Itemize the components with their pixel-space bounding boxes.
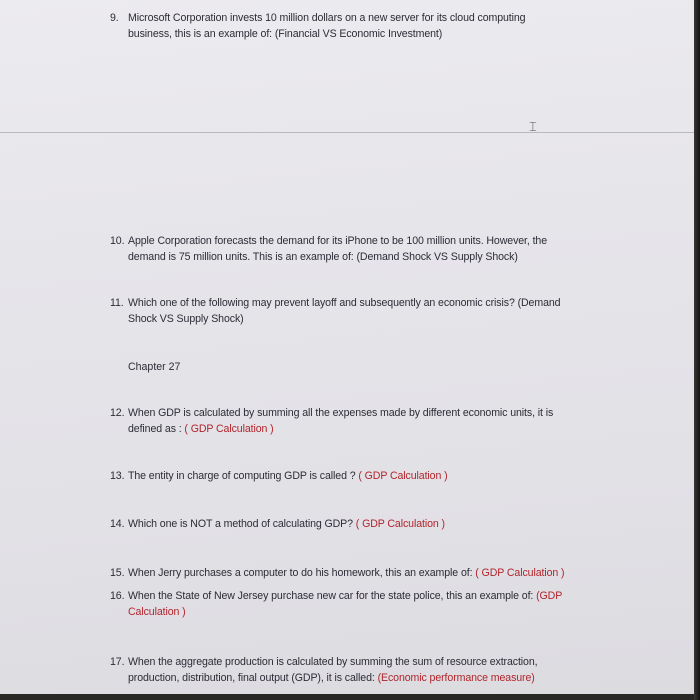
page-bottom-shadow — [0, 694, 694, 700]
question-text: When Jerry purchases a computer to do his homework, this an example of: — [128, 567, 476, 579]
question-10 — [110, 233, 580, 265]
text-cursor-icon: ⌶ — [529, 120, 537, 135]
question-17 — [110, 654, 580, 686]
page-divider — [0, 132, 694, 133]
question-text: The entity in charge of computing GDP is called ? — [128, 470, 359, 482]
question-16 — [110, 588, 592, 620]
question-text: Apple Corporation forecasts the demand for its iPhone to be 100 million units. However, the demand is 75 million units. This is an example of: (Demand Shock VS Supply Shock) — [128, 235, 548, 263]
question-number: 11. — [110, 297, 124, 309]
question-number: 15. — [110, 567, 125, 579]
question-13 — [110, 468, 600, 484]
question-text: Which one is NOT a method of calculating GDP? — [128, 518, 356, 530]
question-9 — [110, 10, 560, 42]
question-11 — [110, 295, 592, 327]
question-topic-tag: ( GDP Calculation ) — [475, 567, 565, 579]
question-number: 9. — [110, 12, 119, 24]
question-number: 10. — [110, 235, 125, 247]
question-topic-tag: (GDP Calculation ) — [128, 590, 563, 618]
question-15 — [110, 565, 610, 581]
question-number: 17. — [110, 656, 125, 668]
question-number: 12. — [110, 407, 125, 419]
question-topic-tag: ( GDP Calculation ) — [184, 423, 274, 435]
question-text: Which one of the following may prevent layoff and subsequently an economic crisis? (Demand Shock VS Supply Shock) — [128, 297, 561, 325]
question-text: When GDP is calculated by summing all the expenses made by different economic units, it is defined as : — [128, 407, 554, 435]
question-text: Microsoft Corporation invests 10 million dollars on a new server for its cloud computing business, this is an example of: (Financial VS Economic Investment) — [128, 12, 526, 40]
question-topic-tag: (Economic performance measure) — [377, 672, 535, 684]
question-text: When the aggregate production is calculated by summing the sum of resource extraction, production, distribution, final output (GDP), it is called: — [128, 656, 538, 684]
question-14 — [110, 516, 600, 532]
question-topic-tag: ( GDP Calculation ) — [355, 518, 445, 530]
page-edge-shadow — [694, 0, 700, 700]
question-number: 13. — [110, 470, 125, 482]
question-number: 14. — [110, 518, 125, 530]
question-text: When the State of New Jersey purchase new car for the state police, this an example of: — [128, 590, 537, 602]
question-12 — [110, 405, 590, 437]
question-number: 16. — [110, 590, 125, 602]
chapter-heading: Chapter 27 — [128, 361, 181, 373]
question-topic-tag: ( GDP Calculation ) — [358, 470, 448, 482]
